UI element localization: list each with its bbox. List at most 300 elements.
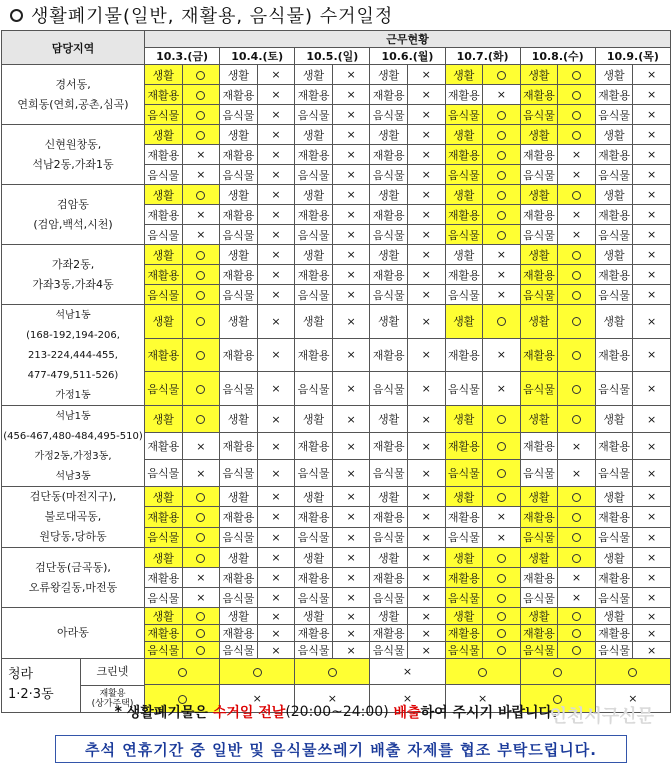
table-row <box>2 548 671 568</box>
collection-no-mark: × <box>220 685 295 713</box>
waste-type-label: 음식물 <box>595 642 633 659</box>
waste-type-label: 음식물 <box>370 285 408 305</box>
waste-type-label: 재활용 <box>520 265 558 285</box>
waste-type-label: 생활 <box>520 185 558 205</box>
waste-type-label: 생활 <box>595 65 633 85</box>
circle-mark-icon <box>572 612 581 621</box>
collection-yes-mark <box>483 165 521 185</box>
collection-yes-mark <box>558 625 596 642</box>
waste-type-label: 재활용 <box>595 568 633 588</box>
collection-yes-mark <box>483 225 521 245</box>
collection-no-mark: × <box>257 507 295 527</box>
circle-mark-icon <box>497 493 506 502</box>
waste-type-label: 음식물 <box>445 642 483 659</box>
collection-no-mark: × <box>633 433 671 460</box>
collection-no-mark: × <box>332 527 370 547</box>
collection-no-mark: × <box>407 433 445 460</box>
waste-type-label: 생활 <box>445 487 483 507</box>
waste-type-label: 재활용 <box>445 433 483 460</box>
collection-no-mark: × <box>633 185 671 205</box>
waste-type-label: 음식물 <box>370 372 408 406</box>
circle-mark-icon <box>196 513 205 522</box>
collection-yes-mark <box>145 659 220 685</box>
footer-part1: 생활폐기물은 <box>126 705 208 721</box>
collection-no-mark: × <box>407 305 445 339</box>
waste-type-label: 생활 <box>220 608 258 625</box>
waste-type-label: 재활용 <box>595 507 633 527</box>
collection-no-mark: × <box>633 85 671 105</box>
waste-type-label: 생활 <box>370 487 408 507</box>
collection-yes-mark <box>483 548 521 568</box>
waste-type-label: 음식물 <box>520 372 558 406</box>
collection-no-mark: × <box>332 507 370 527</box>
waste-type-label: 재활용 <box>145 625 183 642</box>
circle-mark-icon <box>497 442 506 451</box>
collection-no-mark: × <box>407 625 445 642</box>
collection-no-mark: × <box>332 608 370 625</box>
collection-no-mark: × <box>633 406 671 433</box>
collection-no-mark: × <box>407 507 445 527</box>
waste-type-label: 음식물 <box>220 642 258 659</box>
waste-type-label: 음식물 <box>595 527 633 547</box>
footer-part2: 하여 주시기 바랍니다. <box>420 705 558 721</box>
waste-type-label: 재활용 <box>445 265 483 285</box>
waste-type-label: 음식물 <box>220 527 258 547</box>
waste-type-label: 음식물 <box>520 165 558 185</box>
waste-type-label: 생활 <box>295 65 333 85</box>
collection-yes-mark <box>483 460 521 487</box>
collection-no-mark: × <box>633 608 671 625</box>
collection-yes-mark <box>558 642 596 659</box>
collection-no-mark: × <box>182 225 220 245</box>
cheongna-sub-label: 재활용 (상가주택) <box>91 688 134 709</box>
waste-type-label: 재활용 <box>595 145 633 165</box>
waste-type-label: 음식물 <box>295 460 333 487</box>
circle-mark-icon <box>572 271 581 280</box>
footer-star: * <box>114 704 122 720</box>
collection-no-mark: × <box>332 305 370 339</box>
waste-type-label: 생활 <box>295 125 333 145</box>
waste-type-label: 재활용 <box>295 338 333 372</box>
waste-type-label: 재활용 <box>295 85 333 105</box>
waste-type-label: 재활용 <box>145 338 183 372</box>
collection-yes-mark <box>558 265 596 285</box>
circle-mark-icon <box>572 513 581 522</box>
collection-yes-mark <box>558 105 596 125</box>
collection-no-mark: × <box>633 527 671 547</box>
collection-yes-mark <box>483 433 521 460</box>
circle-mark-icon <box>196 251 205 260</box>
collection-yes-mark <box>558 507 596 527</box>
collection-no-mark: × <box>633 642 671 659</box>
waste-type-label: 음식물 <box>520 285 558 305</box>
circle-mark-icon <box>196 71 205 80</box>
waste-type-label: 재활용 <box>595 85 633 105</box>
collection-no-mark: × <box>182 433 220 460</box>
circle-mark-icon <box>572 629 581 638</box>
collection-no-mark: × <box>257 205 295 225</box>
waste-type-label: 재활용 <box>295 568 333 588</box>
waste-type-label: 생활 <box>220 487 258 507</box>
circle-mark-icon <box>497 71 506 80</box>
waste-type-label: 음식물 <box>145 105 183 125</box>
waste-type-label: 재활용 <box>220 568 258 588</box>
region-name: 석남1동 (456-467,480-484,495-510) 가정2동,가정3동, 석남3동 <box>2 406 145 487</box>
waste-type-label: 생활 <box>520 65 558 85</box>
circle-mark-icon <box>497 231 506 240</box>
collection-no-mark: × <box>407 145 445 165</box>
collection-yes-mark <box>182 105 220 125</box>
waste-type-label: 생활 <box>595 608 633 625</box>
collection-no-mark: × <box>182 165 220 185</box>
waste-type-label: 생활 <box>145 487 183 507</box>
waste-type-label: 재활용 <box>445 145 483 165</box>
circle-mark-icon <box>572 71 581 80</box>
collection-no-mark: × <box>633 460 671 487</box>
waste-type-label: 재활용 <box>520 205 558 225</box>
waste-type-label: 재활용 <box>520 625 558 642</box>
footer-red-time: 수거일 전날 <box>212 705 286 721</box>
circle-mark-icon <box>497 171 506 180</box>
page-title-text: 생활폐기물(일반, 재활용, 음식물) 수거일정 <box>31 6 394 27</box>
waste-type-label: 생활 <box>145 245 183 265</box>
waste-type-label: 생활 <box>295 608 333 625</box>
collection-no-mark: × <box>407 338 445 372</box>
collection-no-mark: × <box>633 125 671 145</box>
waste-type-label: 재활용 <box>220 205 258 225</box>
waste-type-label: 음식물 <box>595 225 633 245</box>
waste-type-label: 생활 <box>145 185 183 205</box>
collection-yes-mark <box>182 608 220 625</box>
collection-yes-mark <box>220 659 295 685</box>
waste-type-label: 재활용 <box>220 338 258 372</box>
waste-type-label: 음식물 <box>145 225 183 245</box>
waste-type-label: 재활용 <box>145 568 183 588</box>
collection-no-mark: × <box>407 527 445 547</box>
collection-yes-mark <box>558 185 596 205</box>
circle-mark-icon <box>196 554 205 563</box>
circle-mark-icon <box>196 612 205 621</box>
collection-no-mark: × <box>633 305 671 339</box>
waste-type-label: 재활용 <box>595 265 633 285</box>
table-row <box>2 608 671 625</box>
collection-yes-mark <box>483 568 521 588</box>
waste-type-label: 음식물 <box>295 165 333 185</box>
circle-mark-icon <box>497 629 506 638</box>
waste-type-label: 생활 <box>220 185 258 205</box>
waste-type-label: 음식물 <box>520 105 558 125</box>
collection-no-mark: × <box>407 548 445 568</box>
collection-no-mark: × <box>182 568 220 588</box>
waste-type-label: 생활 <box>370 245 408 265</box>
collection-yes-mark <box>483 205 521 225</box>
region-name: 청라 1·2·3동 <box>8 667 54 702</box>
waste-type-label: 재활용 <box>520 507 558 527</box>
collection-no-mark: × <box>633 338 671 372</box>
cheongna-sub-label: 크린넷 <box>81 659 144 686</box>
collection-yes-mark <box>182 642 220 659</box>
collection-no-mark: × <box>257 125 295 145</box>
collection-yes-mark <box>483 105 521 125</box>
waste-type-label: 음식물 <box>295 285 333 305</box>
waste-type-label: 생활 <box>220 245 258 265</box>
waste-type-label: 음식물 <box>445 527 483 547</box>
collection-no-mark: × <box>257 305 295 339</box>
collection-yes-mark <box>558 285 596 305</box>
waste-type-label: 생활 <box>445 185 483 205</box>
waste-type-label: 음식물 <box>520 527 558 547</box>
circle-mark-icon <box>572 385 581 394</box>
circle-mark-icon <box>497 415 506 424</box>
region-name: 경서동, 연희동(연희,공촌,심곡) <box>2 65 145 125</box>
waste-type-label: 재활용 <box>370 625 408 642</box>
table-row <box>2 245 671 265</box>
circle-mark-icon <box>196 415 205 424</box>
waste-type-label: 음식물 <box>445 105 483 125</box>
waste-type-label: 음식물 <box>220 285 258 305</box>
circle-mark-icon <box>196 385 205 394</box>
collection-yes-mark <box>182 285 220 305</box>
waste-type-label: 재활용 <box>445 568 483 588</box>
collection-yes-mark <box>483 65 521 85</box>
collection-yes-mark <box>483 642 521 659</box>
waste-type-label: 음식물 <box>595 588 633 608</box>
collection-no-mark: × <box>332 85 370 105</box>
collection-no-mark: × <box>332 406 370 433</box>
waste-type-label: 재활용 <box>145 265 183 285</box>
waste-type-label: 생활 <box>445 608 483 625</box>
waste-type-label: 생활 <box>370 406 408 433</box>
collection-no-mark: × <box>332 433 370 460</box>
collection-no-mark: × <box>332 245 370 265</box>
collection-yes-mark <box>182 305 220 339</box>
collection-no-mark: × <box>257 245 295 265</box>
waste-type-label: 재활용 <box>370 507 408 527</box>
collection-yes-mark <box>182 125 220 145</box>
waste-type-label: 재활용 <box>370 338 408 372</box>
collection-no-mark: × <box>257 165 295 185</box>
collection-no-mark: × <box>332 548 370 568</box>
circle-mark-icon <box>572 131 581 140</box>
waste-type-label: 재활용 <box>220 507 258 527</box>
waste-type-label: 재활용 <box>370 205 408 225</box>
collection-yes-mark <box>182 185 220 205</box>
collection-no-mark: × <box>407 372 445 406</box>
collection-no-mark: × <box>407 245 445 265</box>
waste-type-label: 생활 <box>370 125 408 145</box>
date-header: 10.8.(수) <box>520 48 595 65</box>
circle-mark-icon <box>497 151 506 160</box>
waste-type-label: 재활용 <box>520 568 558 588</box>
waste-type-label: 음식물 <box>595 165 633 185</box>
collection-yes-mark <box>182 406 220 433</box>
collection-no-mark: × <box>633 145 671 165</box>
waste-type-label: 재활용 <box>145 433 183 460</box>
circle-mark-icon <box>497 574 506 583</box>
waste-type-label: 생활 <box>520 608 558 625</box>
waste-type-label: 생활 <box>595 305 633 339</box>
collection-no-mark: × <box>332 165 370 185</box>
collection-no-mark: × <box>407 205 445 225</box>
waste-type-label: 생활 <box>295 305 333 339</box>
date-header: 10.3.(금) <box>145 48 220 65</box>
waste-type-label: 음식물 <box>220 372 258 406</box>
collection-no-mark: × <box>483 265 521 285</box>
waste-type-label: 음식물 <box>520 642 558 659</box>
collection-no-mark: × <box>633 225 671 245</box>
waste-type-label: 음식물 <box>445 165 483 185</box>
circle-mark-icon <box>497 211 506 220</box>
waste-type-label: 재활용 <box>295 265 333 285</box>
collection-yes-mark <box>558 406 596 433</box>
collection-yes-mark <box>483 305 521 339</box>
collection-no-mark: × <box>407 225 445 245</box>
waste-type-label: 재활용 <box>220 433 258 460</box>
waste-type-label: 생활 <box>445 305 483 339</box>
waste-type-label: 재활용 <box>595 625 633 642</box>
collection-no-mark: × <box>407 608 445 625</box>
waste-type-label: 음식물 <box>220 225 258 245</box>
waste-type-label: 음식물 <box>145 460 183 487</box>
collection-no-mark: × <box>595 685 670 713</box>
collection-no-mark: × <box>558 433 596 460</box>
collection-no-mark: × <box>332 372 370 406</box>
collection-no-mark: × <box>483 245 521 265</box>
collection-no-mark: × <box>257 145 295 165</box>
waste-type-label: 생활 <box>145 406 183 433</box>
collection-no-mark: × <box>407 265 445 285</box>
collection-no-mark: × <box>633 372 671 406</box>
collection-no-mark: × <box>633 205 671 225</box>
circle-mark-icon <box>196 629 205 638</box>
waste-type-label: 생활 <box>370 305 408 339</box>
waste-type-label: 음식물 <box>370 225 408 245</box>
waste-type-label: 재활용 <box>295 205 333 225</box>
waste-type-label: 음식물 <box>370 642 408 659</box>
waste-type-label: 재활용 <box>145 507 183 527</box>
collection-no-mark: × <box>633 165 671 185</box>
collection-yes-mark <box>558 338 596 372</box>
collection-no-mark: × <box>558 165 596 185</box>
circle-mark-icon <box>196 111 205 120</box>
collection-no-mark: × <box>407 487 445 507</box>
collection-no-mark: × <box>257 265 295 285</box>
collection-no-mark: × <box>407 185 445 205</box>
collection-no-mark: × <box>407 406 445 433</box>
collection-no-mark: × <box>407 125 445 145</box>
waste-type-label: 생활 <box>520 406 558 433</box>
waste-type-label: 생활 <box>220 305 258 339</box>
region-name: 검단동(마전지구), 불로대곡동, 원당동,당하동 <box>2 487 145 548</box>
waste-type-label: 생활 <box>295 185 333 205</box>
collection-no-mark: × <box>295 685 370 713</box>
waste-type-label: 생활 <box>145 548 183 568</box>
circle-mark-icon <box>572 533 581 542</box>
table-row <box>2 125 671 145</box>
collection-no-mark: × <box>633 105 671 125</box>
waste-type-label: 생활 <box>595 487 633 507</box>
waste-type-label: 재활용 <box>220 625 258 642</box>
waste-type-label: 재활용 <box>520 145 558 165</box>
table-row <box>2 406 671 433</box>
footer-red-dispose: 배출 <box>393 705 421 721</box>
collection-yes-mark <box>182 245 220 265</box>
waste-type-label: 음식물 <box>595 372 633 406</box>
collection-no-mark: × <box>332 145 370 165</box>
collection-no-mark: × <box>332 460 370 487</box>
circle-mark-icon <box>572 111 581 120</box>
waste-type-label: 생활 <box>445 125 483 145</box>
collection-no-mark: × <box>182 145 220 165</box>
collection-no-mark: × <box>407 285 445 305</box>
collection-no-mark: × <box>483 85 521 105</box>
waste-type-label: 생활 <box>595 125 633 145</box>
circle-mark-icon <box>572 291 581 300</box>
collection-no-mark: × <box>182 460 220 487</box>
collection-yes-mark <box>558 548 596 568</box>
table-row <box>2 487 671 507</box>
waste-type-label: 생활 <box>220 406 258 433</box>
waste-type-label: 재활용 <box>220 145 258 165</box>
waste-type-label: 음식물 <box>295 225 333 245</box>
collection-yes-mark <box>558 527 596 547</box>
date-header: 10.9.(목) <box>595 48 670 65</box>
waste-type-label: 생활 <box>370 608 408 625</box>
footer-time-range: (20:00~24:00) <box>285 704 389 720</box>
holiday-notice-box <box>55 735 627 763</box>
waste-type-label: 재활용 <box>145 145 183 165</box>
area-header: 담당지역 <box>2 31 145 65</box>
waste-type-label: 생활 <box>295 548 333 568</box>
collection-no-mark: × <box>633 625 671 642</box>
waste-type-label: 음식물 <box>370 165 408 185</box>
waste-type-label: 생활 <box>370 65 408 85</box>
page-title <box>0 0 672 30</box>
collection-no-mark: × <box>332 338 370 372</box>
waste-type-label: 생활 <box>370 185 408 205</box>
collection-no-mark: × <box>332 285 370 305</box>
waste-type-label: 생활 <box>520 305 558 339</box>
waste-type-label: 생활 <box>145 65 183 85</box>
collection-schedule-table <box>1 30 671 713</box>
waste-type-label: 생활 <box>295 245 333 265</box>
waste-type-label: 재활용 <box>445 205 483 225</box>
collection-no-mark: × <box>332 625 370 642</box>
circle-mark-icon <box>553 668 562 677</box>
collection-no-mark: × <box>483 285 521 305</box>
waste-type-label: 생활 <box>595 245 633 265</box>
collection-yes-mark <box>483 487 521 507</box>
waste-type-label: 생활 <box>370 548 408 568</box>
collection-no-mark: × <box>332 205 370 225</box>
waste-type-label: 음식물 <box>145 588 183 608</box>
waste-type-label: 재활용 <box>295 145 333 165</box>
collection-no-mark: × <box>633 588 671 608</box>
circle-mark-icon <box>196 291 205 300</box>
waste-type-label: 재활용 <box>295 625 333 642</box>
circle-mark-icon <box>497 646 506 655</box>
collection-no-mark: × <box>407 105 445 125</box>
table-row <box>2 65 671 85</box>
date-header: 10.4.(토) <box>220 48 295 65</box>
circle-mark-icon <box>572 251 581 260</box>
circle-mark-icon <box>572 351 581 360</box>
circle-mark-icon <box>572 493 581 502</box>
waste-type-label: 재활용 <box>145 85 183 105</box>
waste-type-label: 음식물 <box>220 460 258 487</box>
waste-type-label: 음식물 <box>145 372 183 406</box>
region-name: 신현원창동, 석남2동,가좌1동 <box>2 125 145 185</box>
